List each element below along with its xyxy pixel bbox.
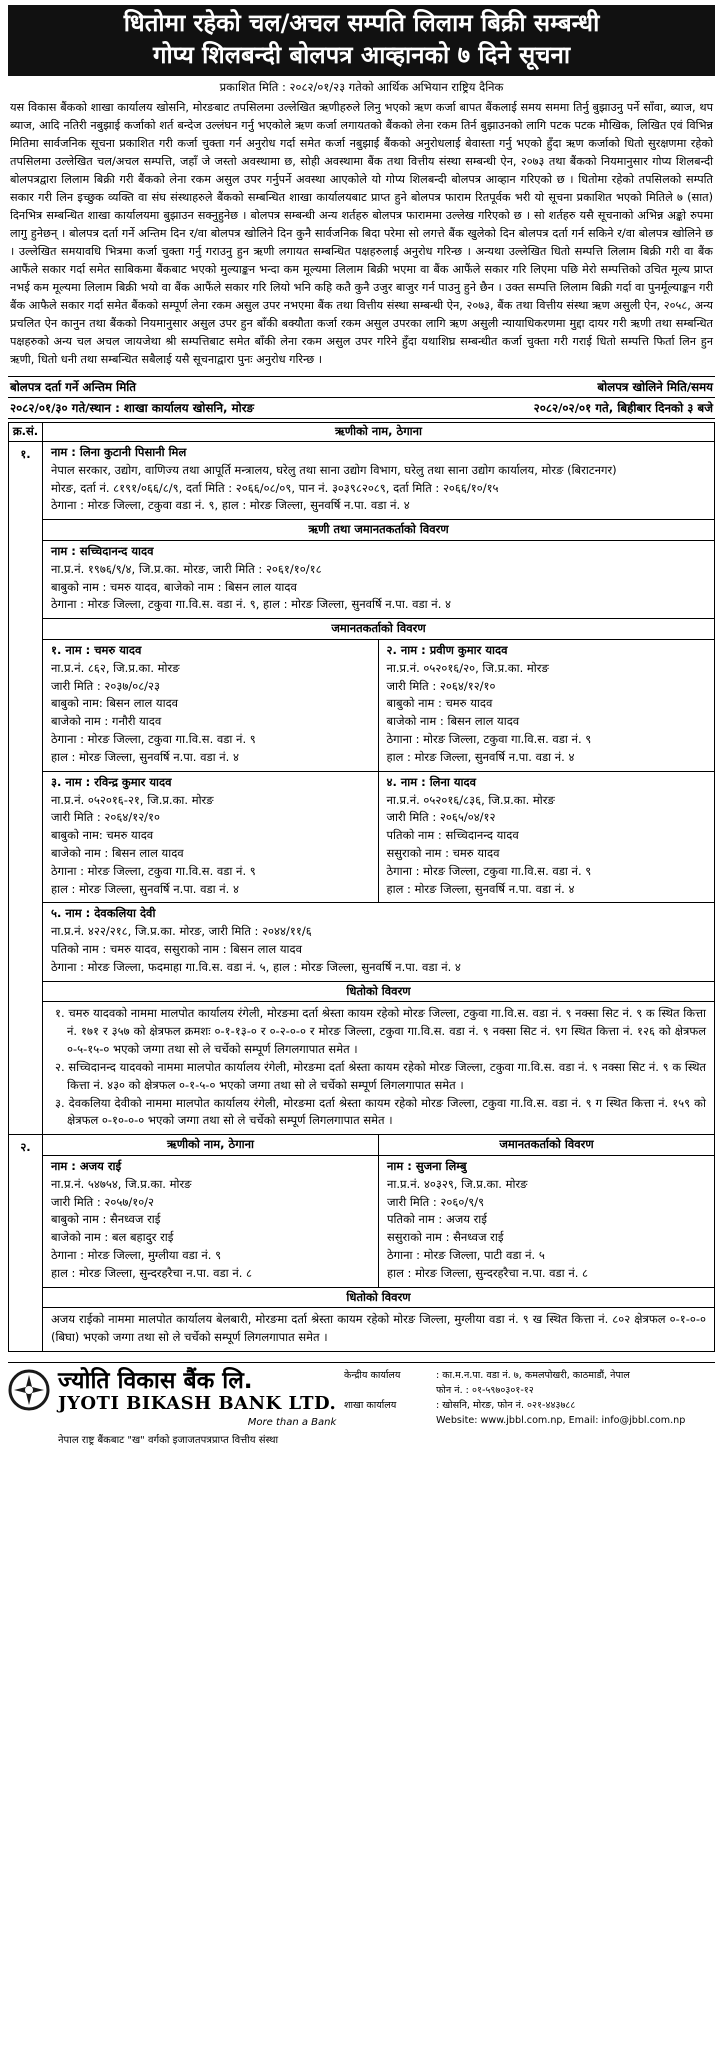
person-name: २. नाम : प्रवीण कुमार यादव <box>386 643 508 658</box>
contact-info <box>338 1369 715 1428</box>
section-heading: जमानतकर्ताको विवरण <box>43 619 714 640</box>
detail-line: ठेगाना : मोरङ जिल्ला, टकुवा गा.वि.स. वडा नं. ९ <box>51 863 256 878</box>
detail-line: बाजेको नाम : बिसन लाल यादव <box>51 845 184 860</box>
collateral-item: १. चमरु यादवको नाममा मालपोत कार्यालय रंगेली, मोरङमा दर्ता श्रेस्ता कायम रहेको मोरङ जिल्ला, टकुवा गा.वि.स. वडा नं. ९ नक्सा सिट नं. ९ क स्थित कित्ता नं. १७१ र ३५७ को क्षेत्रफल क्रमशः ०-१-१३-० र ०-२-०-० र मोरङ जिल्ला, टकुवा गा.वि.स. वडा नं. ९ नक्सा सिट नं. ९ग स्थित कित्ता नं. १२६ को क्षेत्रफल ०-५-१५-० भएको जग्गा तथा सो ले चर्चेको सम्पूर्ण लिगलगापात समेत । <box>55 1006 706 1057</box>
deadline-label: बोलपत्र दर्ता गर्ने अन्तिम मिति <box>10 379 137 394</box>
borrower-guarantor-details <box>43 541 714 619</box>
borrower-details <box>43 1156 379 1287</box>
website-email[interactable]: Website: www.jbbl.com.np, Email: info@jbbl.com.np <box>436 1414 686 1426</box>
detail-line: ना.प्र.नं. ८६२, जि.प्र.का. मोरङ <box>51 660 180 675</box>
detail-line: पतिको नाम : सच्चिदानन्द यादव <box>386 828 519 843</box>
bank-logo-area <box>8 1369 338 1448</box>
detail-line: बाबुको नाम : चमरु यादव, बाजेको नाम : बिसन लाल यादव <box>51 579 297 594</box>
publication-line: प्रकाशित मिति : २०८२/०१/२३ गतेको आर्थिक अभियान राष्ट्रिय दैनिक <box>219 79 504 94</box>
detail-line: ठेगाना : मोरङ जिल्ला, टकुवा गा.वि.स. वडा नं. ९, हाल : मोरङ जिल्ला, सुनवर्षि न.पा. वडा नं. ४ <box>51 597 451 612</box>
bank-tagline: More than a Bank <box>247 1417 337 1429</box>
person-name: ४. नाम : लिना यादव <box>386 774 476 789</box>
detail-line: ठेगाना : मोरङ जिल्ला, पाटी वडा नं. ५ <box>387 1248 545 1263</box>
person-name: नाम : सच्चिदानन्द यादव <box>51 543 154 558</box>
detail-line: जारी मिति : २०६५/०४/१२ <box>386 810 496 825</box>
person-name: ५. नाम : देवकलिया देवी <box>51 906 156 921</box>
detail-line: ना.प्र.नं. ५४७५४, जि.प्र.का. मोरङ <box>51 1176 192 1191</box>
contact-value: फोन नं. : ०१-५९७०३०१-१२ <box>436 1384 534 1396</box>
detail-line: पतिको नाम : अजय राई <box>387 1212 487 1227</box>
collateral-item: ३. देवकलिया देवीको नाममा मालपोत कार्यालय रंगेली, मोरङमा दर्ता श्रेस्ता कायम रहेको मोरङ जिल्ला, टकुवा गा.वि.स. वडा नं. ९ ग स्थित कित्ता नं. १५९ को क्षेत्रफल ०-१०-०-० भएको जग्गा तथा सो ले चर्चेको सम्पूर्ण लिगलगापात समेत । <box>55 1095 706 1128</box>
borrower-header: ऋणीको नाम, ठेगाना <box>334 424 423 439</box>
dates-section <box>8 376 715 420</box>
table-row <box>9 1135 714 1351</box>
detail-line: मोरङ, दर्ता नं. ८१९१/०६६/८/९, दर्ता मिति : २०६६/०८/०९, पान नं. ३०३९८२०८९, दर्ता मिति : २०६६/१०/१५ <box>51 480 499 495</box>
collateral-item: अजय राईको नाममा मालपोत कार्यालय बेलबारी, मोरङमा दर्ता श्रेस्ता कायम रहेको मोरङ जिल्ला, मुग्लीया वडा नं. ९ ख स्थित कित्ता नं. ८०२ क्षेत्रफल ०-१-०-० (बिघा) भएको जग्गा तथा सो ले चर्चेको सम्पूर्ण लिगलगापात समेत । <box>51 1312 706 1345</box>
section-heading: ऋणी तथा जमानतकर्ताको विवरण <box>43 520 714 541</box>
contact-label: शाखा कार्यालय <box>344 1399 397 1411</box>
footer <box>8 1362 715 1448</box>
guarantor-card <box>43 772 379 903</box>
detail-line: जारी मिति : २०३७/०८/२३ <box>51 678 161 693</box>
serial-number: २. <box>9 1135 43 1351</box>
person-name: १. नाम : चमरु यादव <box>51 643 142 658</box>
detail-line: ठेगाना : मोरङ जिल्ला, टकुवा गा.वि.स. वडा नं. ९ <box>51 732 256 747</box>
detail-line: बाबुको नाम: बिसन लाल यादव <box>51 696 179 711</box>
title-line-1: धितोमा रहेको चल/अचल सम्पति लिलाम बिक्री सम्बन्धी <box>123 9 600 37</box>
detail-line: ठेगाना : मोरङ जिल्ला, फदमाहा गा.वि.स. वडा नं. ५, हाल : मोरङ जिल्ला, सुनवर्षि न.पा. वडा नं. ४ <box>51 959 461 974</box>
notice-title <box>8 5 715 76</box>
detail-line: ठेगाना : मोरङ जिल्ला, टकुवा वडा नं. ९, हाल : मोरङ जिल्ला, सुनवर्षि न.पा. वडा नं. ४ <box>51 498 410 513</box>
detail-line: बाजेको नाम : बिसन लाल यादव <box>386 714 520 729</box>
opening-value: २०८२/०२/०१ गते, बिहीबार दिनको ३ बजे <box>533 400 713 415</box>
detail-line: जारी मिति : २०५७/१०/२ <box>51 1194 155 1209</box>
deadline-value: २०८२/०१/३० गते/स्थान : शाखा कार्यालय खोसनि, मोरङ <box>10 400 255 415</box>
detail-line: बाबुको नाम : चमरु यादव <box>386 696 493 711</box>
borrower-table <box>8 422 715 1352</box>
detail-line: ना.प्र.नं. १९७६/९/४, जि.प्र.का. मोरङ, जारी मिति : २०६१/१०/१८ <box>51 561 322 576</box>
table-header <box>9 423 714 442</box>
serial-number: १. <box>9 442 43 1134</box>
borrower-details <box>43 442 714 520</box>
detail-line: ना.प्र.नं. ०५२०१६-२१, जि.प्र.का. मोरङ <box>51 792 214 807</box>
guarantor-card <box>43 903 714 981</box>
detail-line: हाल : मोरङ जिल्ला, सुनवर्षि न.पा. वडा नं. ४ <box>386 749 575 764</box>
guarantor-details <box>379 1156 714 1287</box>
detail-line: ना.प्र.नं. ४२२/२१८, जि.प्र.का. मोरङ, जारी मिति : २०४४/११/६ <box>51 924 312 939</box>
detail-line: ना.प्र.नं. ०५२०१६/८३६, जि.प्र.का. मोरङ <box>386 792 555 807</box>
section-heading: जमानतकर्ताको विवरण <box>499 1137 594 1152</box>
detail-line: ठेगाना : मोरङ जिल्ला, टकुवा गा.वि.स. वडा नं. ९ <box>386 863 592 878</box>
detail-line: हाल : मोरङ जिल्ला, सुनवर्षि न.पा. वडा नं. ४ <box>51 749 239 764</box>
notice-body: यस विकास बैंकको शाखा कार्यालय खोसनि, मोरङबाट तपसिलमा उल्लेखित ऋणीहरुले लिनु भएको ऋण कर्जा बापत बैंकलाई समय सममा तिर्नु बुझाउनु पर्ने साँवा, ब्याज, थप ब्याज, आदि नतिरी नबुझाई कर्जाको शर्त बन्देज उल्लंघन गर्नु भएकोले ऋण कर्जा लगायतको बैंकको लेना रकम तिर्न बुझाउनको लागि पटक पटक मौखिक, लिखित एवं विभिन्न मितिमा सार्वजनिक सूचना प्रकाशित गरी कर्जा चुक्ता गर्न अनुरोध गर्दा समेत कर्जा नबुझाई बैंकको अनुरोधलाई बेवास्ता गर्नु भएको हुँदा ऋण कर्जाको धितो सुरक्षणमा रहेको तपसिलमा उल्लेखित चल/अचल सम्पत्ति, जहाँ जे जस्तो अवस्थामा छ, सोही अवस्थामा बैंक तथा वित्तीय संस्था सम्बन्धी ऐन, २०७३ तथा बैंकको नियमानुसार गोप्य शिलबन्दी बोलपत्रद्वारा लिलाम बिक्री गरी बैंकको लेना रकम असुल उपर गर्नुपर्ने अवस्था आएकोले यो गोप्य शिलबन्दी बोलपत्र आव्हान गरिएको छ । धितोमा रहेको तपसिलको सम्पति सकार गरी लिन इच्छुक व्यक्ति वा संघ संस्थाहरुले बैंकको सम्बन्धित शाखा कार्यालयबाट प्राप्त हुने बोलपत्र फाराम रितपूर्वक भरी यो सूचना प्रकाशित भएको मितिले ७ (सात) दिनभित्र सम्बन्धित शाखा कार्यालयमा बुझाउन सक्नुहुनेछ । बोलपत्र सम्बन्धी अन्य शर्तहरु बोलपत्र फाराममा उल्लेख गरिएको छ । सो शर्तहरु यसै सूचनाको अभिन्न अङ्को रुपमा लागु हुनेछन् । बोलपत्र दर्ता गर्ने अन्तिम दिन र/वा बोलपत्र खोलिने दिन कुनै सार्वजनिक बिदा परेमा सो लगत्ते बैंक खुलेको दिन बोलपत्र दर्ता गर्न सकिने र/वा बोलपत्र खोलिने छ । उल्लेखित समयावधि भित्रमा कर्जा चुक्ता गर्नु गराउनु हुन ऋणी लगायत सम्बन्धित पक्षहरुलाई अनुरोध गरिन्छ । अन्यथा उल्लेखित धितो सम्पत्ति लिलाम बिक्री गरी वा बैंक आफैंले सकार गर्दा समेत साबिकमा बैंकबाट भएको मुल्याङ्कन भन्दा कम मूल्यमा लिलाम बिक्री भएमा वा बैंक आफैंले सकार गरि लिएमा पछि मेरो सम्पत्तिको उचित मूल्य प्राप्त नभई कम मूल्यमा लिलाम बिक्री भयो वा बैंक आफैंले सकार गरि लियो भनि कहि कतै कुनै उजुर बाजुर गर्न पाउनु हुने छैन । उक्त सम्पत्ति लिलाम बिक्री गर्दा वा पुनर्मूल्याङ्कन गरी बैंक आफैले सकार गर्दा समेत बैंकको सम्पूर्ण लेना रकम असुल उपर नभएमा बैंक तथा वित्तीय संस्था सम्बन्धी ऐन, २०७३, बैंक तथा वित्तीय संस्था ऋण असुली ऐन, २०५८, अन्य प्रचलित ऐन कानुन तथा बैंकको नियमानुसार असुल उपर हुन बाँकी बक्यौता कर्जा रकम असुल उपरका लागि ऋण असुली न्यायाधिकरणमा मुद्दा दायर गरी ऋणी तथा सम्बन्धित पक्षहरुको अन्य चल अचल जायजेथा श्री सम्पत्तिबाट समेत बाँकी लेना रकम असुल उपर गरिने हुँदा यथाशिघ्र सम्बन्धीत कर्जा चुक्ता गरी गराई धितो सम्पत्ति फिर्ता लिन हुन ऋणी, धितो धनी तथा सम्बन्धित सबैलाई यसै सूचनाद्वारा पुनः अनुरोध गरिन्छ । <box>10 100 713 367</box>
contact-label <box>344 1384 436 1399</box>
collateral-details <box>43 1308 714 1351</box>
detail-line: पतिको नाम : चमरु यादव, ससुराको नाम : बिसन लाल यादव <box>51 942 302 957</box>
collateral-details <box>43 1002 714 1134</box>
person-name: नाम : सुजना लिम्बु <box>387 1158 467 1173</box>
person-name: ३. नाम : रविन्द्र कुमार यादव <box>51 774 172 789</box>
detail-line: हाल : मोरङ जिल्ला, सुन्दरहरैचा न.पा. वडा नं. ८ <box>387 1265 588 1280</box>
collateral-item: २. सच्चिदानन्द यादवको नाममा मालपोत कार्यालय रंगेली, मोरङमा दर्ता श्रेस्ता कायम रहेको मोरङ जिल्ला, टकुवा गा.वि.स. वडा नं. ९ नक्सा सिट नं. ९ क स्थित कित्ता नं. ४३० को क्षेत्रफल ०-१-५-० भएको जग्गा तथा सो ले चर्चेको सम्पूर्ण लिगलगापात समेत । <box>55 1059 706 1092</box>
detail-line: हाल : मोरङ जिल्ला, सुनवर्षि न.पा. वडा नं. ४ <box>51 881 239 896</box>
detail-line: जारी मिति : २०६४/१२/१० <box>51 810 161 825</box>
contact-label: केन्द्रीय कार्यालय <box>344 1370 401 1382</box>
opening-label: बोलपत्र खोलिने मिति/समय <box>597 379 713 394</box>
detail-line: ना.प्र.नं. ०५२०१६/२०, जि.प्र.का. मोरङ <box>386 660 549 675</box>
section-heading: धितोको विवरण <box>43 1288 714 1309</box>
section-heading: धितोको विवरण <box>43 982 714 1003</box>
contact-value: : का.म.न.पा. वडा नं. ७, कमलपोखरी, काठमाडौं, नेपाल <box>436 1370 630 1382</box>
detail-line: ससुराको नाम : सैनध्वज राई <box>387 1230 504 1245</box>
detail-line: बाजेको नाम : गनौरी यादव <box>51 714 162 729</box>
section-heading: ऋणीको नाम, ठेगाना <box>43 1135 379 1155</box>
detail-line: हाल : मोरङ जिल्ला, सुनवर्षि न.पा. वडा नं. ४ <box>386 881 575 896</box>
detail-line: नेपाल सरकार, उद्योग, वाणिज्य तथा आपूर्ति मन्त्रालय, घरेलु तथा साना उद्योग विभाग, घरेलु तथा साना उद्योग कार्यालय, मोरङ (बिराटनगर) <box>51 462 617 477</box>
detail-line: जारी मिति : २०६०/९/९ <box>387 1194 485 1209</box>
detail-line: ठेगाना : मोरङ जिल्ला, टकुवा गा.वि.स. वडा नं. ९ <box>386 732 592 747</box>
detail-line: हाल : मोरङ जिल्ला, सुन्दरहरैचा न.पा. वडा नं. ८ <box>51 1265 252 1280</box>
bank-logo-icon <box>8 1369 50 1411</box>
entry-2-headers <box>43 1135 714 1156</box>
detail-line: ससुराको नाम : चमरु यादव <box>386 845 500 860</box>
table-row <box>9 442 714 1135</box>
detail-line: ठेगाना : मोरङ जिल्ला, मुग्लीया वडा नं. ९ <box>51 1248 222 1263</box>
guarantor-card <box>379 772 715 903</box>
borrower-name: नाम : लिना कुटानी पिसानी मिल <box>51 444 187 459</box>
contact-label <box>344 1414 436 1429</box>
contact-value: : खोसनि, मोरङ, फोन नं. ०२१-४४३७८८ <box>436 1399 576 1411</box>
detail-line: जारी मिति : २०६४/१२/१० <box>386 678 496 693</box>
detail-line: बाबुको नाम: चमरु यादव <box>51 828 154 843</box>
person-name: नाम : अजय राई <box>51 1158 122 1173</box>
serial-header: क्र.सं. <box>9 423 43 441</box>
guarantor-card <box>379 640 715 772</box>
bank-name-en: JYOTI BIKASH BANK LTD. <box>58 1393 337 1415</box>
guarantor-grid <box>43 640 714 903</box>
title-line-2: गोप्य शिलबन्दी बोलपत्र आव्हानको ७ दिने सूचना <box>152 41 571 70</box>
entry-2-details <box>43 1156 714 1288</box>
detail-line: बाबुको नाम : सैनध्वज राई <box>51 1212 161 1227</box>
guarantor-card <box>43 640 379 772</box>
detail-line: ना.प्र.नं. ४०३२९, जि.प्र.का. मोरङ <box>387 1176 528 1191</box>
bank-name-np: ज्योति विकास बैंक लि. <box>58 1368 253 1395</box>
regulatory-note: नेपाल राष्ट्र बैंकबाट "ख" वर्गको इजाजतपत्रप्राप्त वित्तीय संस्था <box>58 1434 279 1446</box>
detail-line: बाजेको नाम : बल बहादुर राई <box>51 1230 174 1245</box>
